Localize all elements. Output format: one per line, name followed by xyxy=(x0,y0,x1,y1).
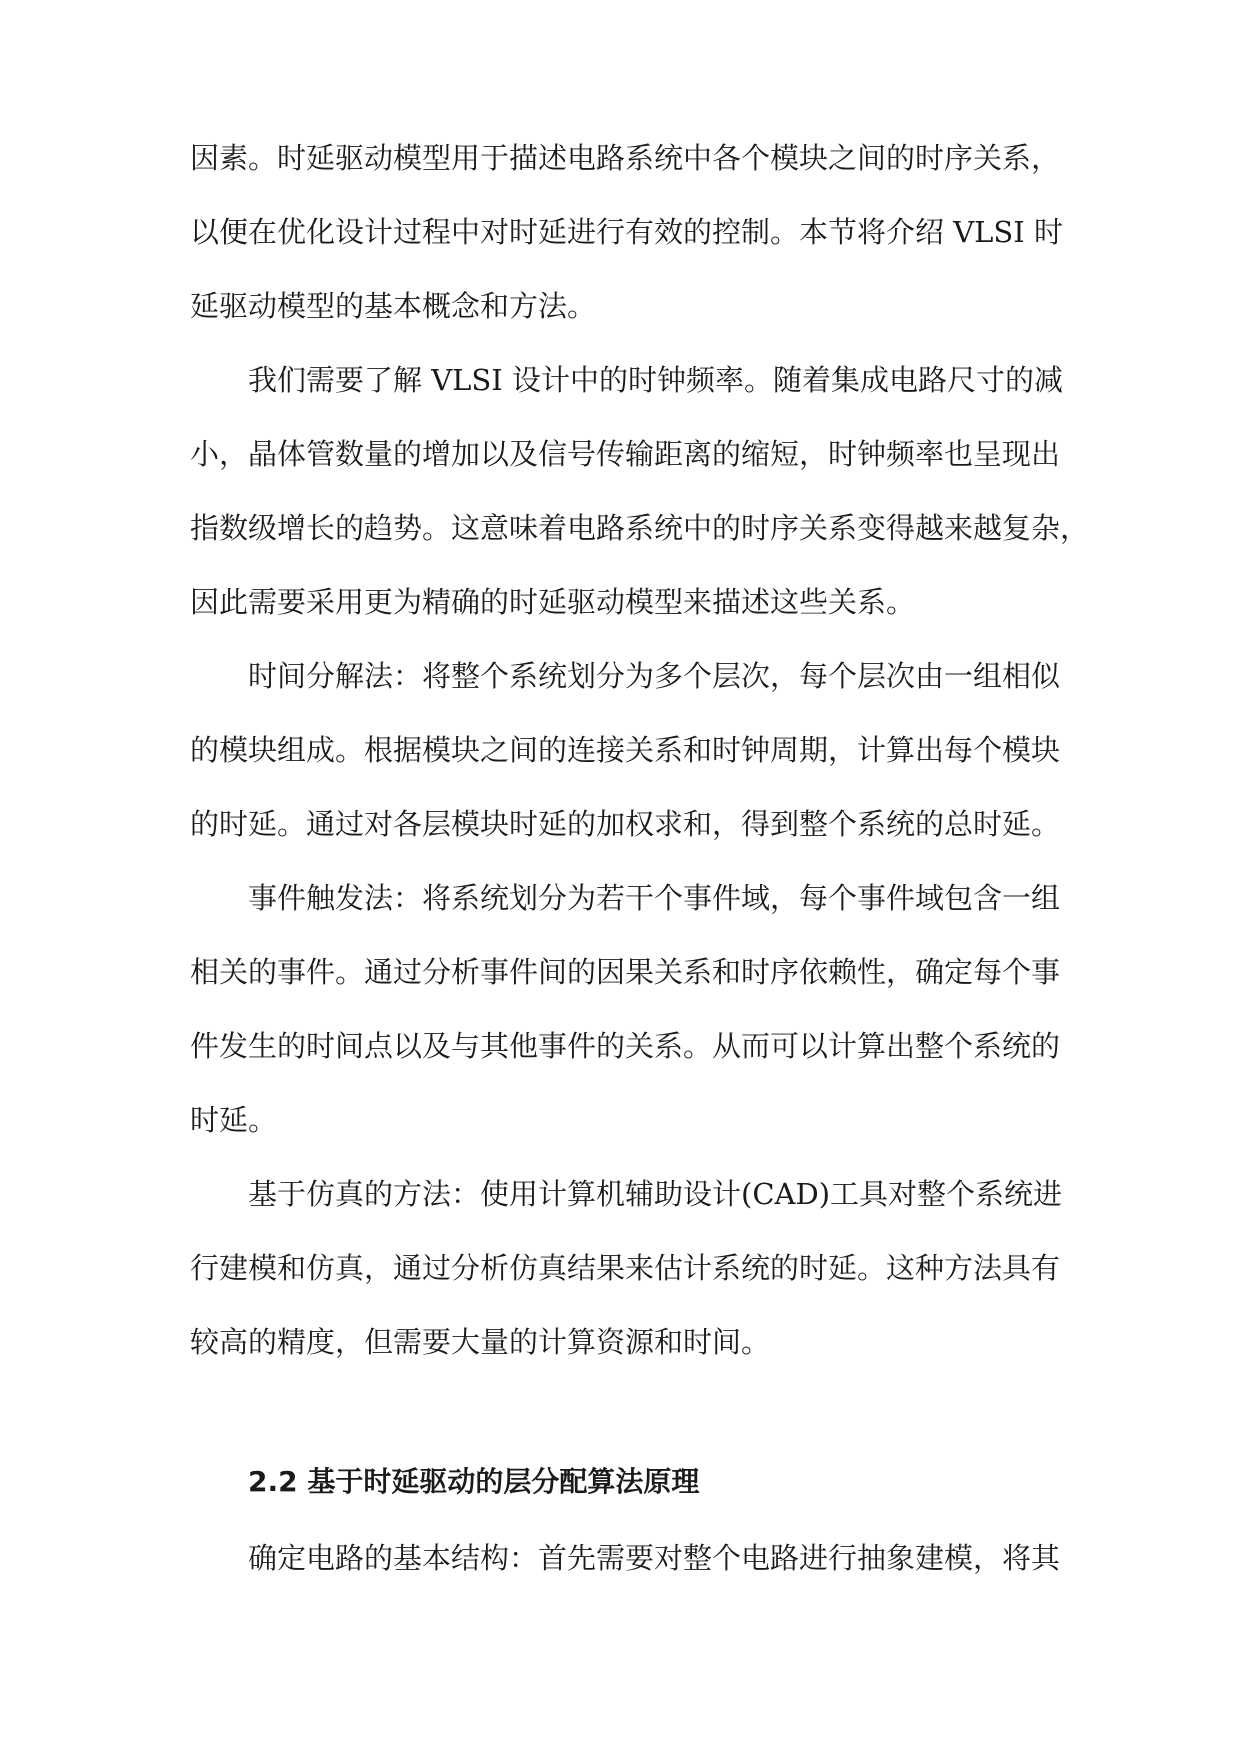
paragraph-2-line-3: 指数级增长的趋势。这意味着电路系统中的时序关系变得越来越复杂， xyxy=(190,511,1090,545)
paragraph-2-line-1: 我们需要了解 VLSI 设计中的时钟频率。随着集成电路尺寸的减 xyxy=(248,363,1063,397)
paragraph-2-line-4: 因此需要采用更为精确的时延驱动模型来描述这些关系。 xyxy=(190,585,916,619)
paragraph-1-line-2: 以便在优化设计过程中对时延进行有效的控制。本节将介绍 VLSI 时 xyxy=(190,215,1063,249)
paragraph-4-line-1: 事件触发法：将系统划分为若干个事件域，每个事件域包含一组 xyxy=(248,881,1061,915)
paragraph-4-line-4: 时延。 xyxy=(190,1103,278,1137)
paragraph-4-line-2: 相关的事件。通过分析事件间的因果关系和时序依赖性，确定每个事 xyxy=(190,955,1061,989)
paragraph-1-line-1: 因素。时延驱动模型用于描述电路系统中各个模块之间的时序关系， xyxy=(190,141,1061,175)
paragraph-4-line-3: 件发生的时间点以及与其他事件的关系。从而可以计算出整个系统的 xyxy=(190,1029,1061,1063)
paragraph-3-line-2: 的模块组成。根据模块之间的连接关系和时钟周期，计算出每个模块 xyxy=(190,733,1061,767)
paragraph-5-line-3: 较高的精度，但需要大量的计算资源和时间。 xyxy=(190,1325,771,1359)
section-paragraph-line-1: 确定电路的基本结构：首先需要对整个电路进行抽象建模，将其 xyxy=(248,1541,1061,1575)
paragraph-5-line-1: 基于仿真的方法：使用计算机辅助设计(CAD)工具对整个系统进 xyxy=(248,1177,1063,1211)
paragraph-3-line-1: 时间分解法：将整个系统划分为多个层次，每个层次由一组相似 xyxy=(248,659,1061,693)
section-heading: 2.2 基于时延驱动的层分配算法原理 xyxy=(248,1465,700,1498)
paragraph-5-line-2: 行建模和仿真，通过分析仿真结果来估计系统的时延。这种方法具有 xyxy=(190,1251,1061,1285)
paragraph-2-line-2: 小，晶体管数量的增加以及信号传输距离的缩短，时钟频率也呈现出 xyxy=(190,437,1061,471)
paragraph-3-line-3: 的时延。通过对各层模块时延的加权求和，得到整个系统的总时延。 xyxy=(190,807,1061,841)
paragraph-1-line-3: 延驱动模型的基本概念和方法。 xyxy=(190,289,597,323)
